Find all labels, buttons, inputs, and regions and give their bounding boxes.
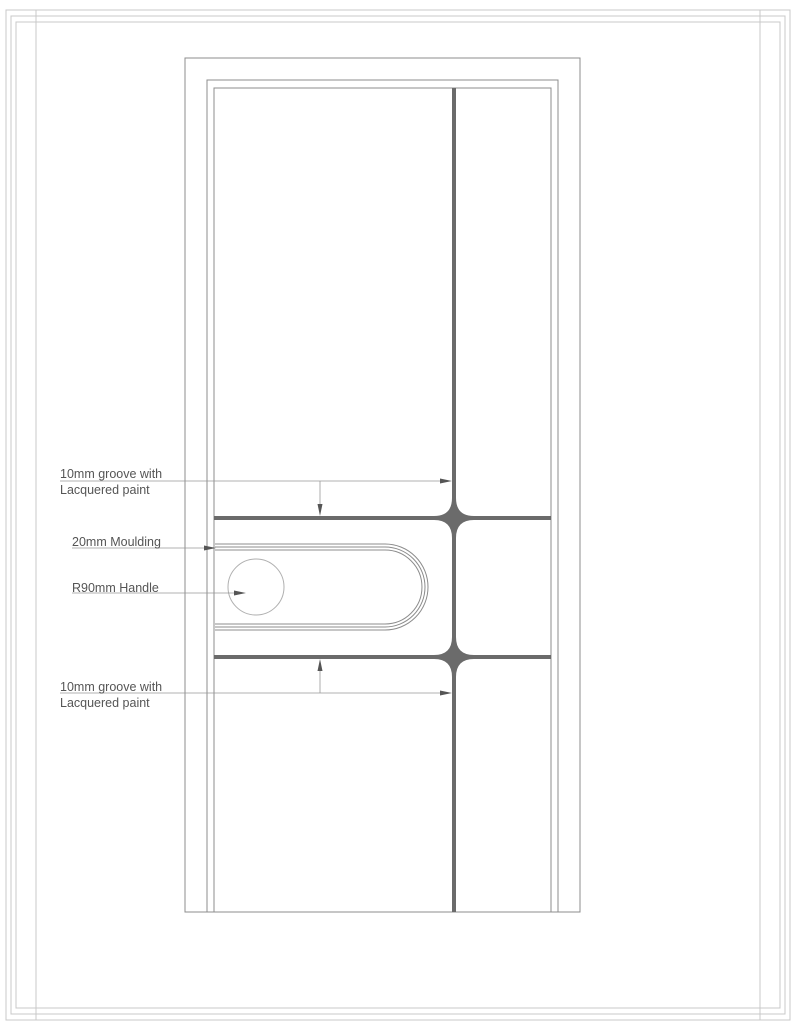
annotation-moulding: 20mm Moulding bbox=[72, 535, 161, 549]
moulding bbox=[215, 544, 428, 630]
arrow-groove-top-right bbox=[440, 479, 452, 484]
arrowheads bbox=[204, 479, 452, 696]
arrow-handle bbox=[234, 591, 246, 596]
groove-junction-top bbox=[434, 498, 474, 538]
door-frame bbox=[185, 58, 580, 912]
annotation-groove-bottom-line1: 10mm groove with bbox=[60, 680, 163, 694]
arrow-groove-bottom-up bbox=[318, 659, 323, 671]
horizontal-groove-top bbox=[214, 516, 551, 520]
groove-lines bbox=[214, 88, 551, 912]
groove-junction-bottom bbox=[434, 637, 474, 677]
horizontal-groove-bottom bbox=[214, 655, 551, 659]
annotation-groove-top-line1: 10mm groove with bbox=[60, 467, 163, 481]
arrow-groove-bottom-right bbox=[440, 691, 452, 696]
door-leaf bbox=[214, 88, 551, 912]
sheet-border bbox=[6, 10, 790, 1020]
arrow-groove-top-down bbox=[318, 504, 323, 516]
handle-circle bbox=[228, 559, 284, 615]
annotation-handle: R90mm Handle bbox=[72, 581, 159, 595]
annotation-groove-top-line2: Lacquered paint bbox=[60, 483, 150, 497]
annotation-groove-bottom-line2: Lacquered paint bbox=[60, 696, 150, 710]
